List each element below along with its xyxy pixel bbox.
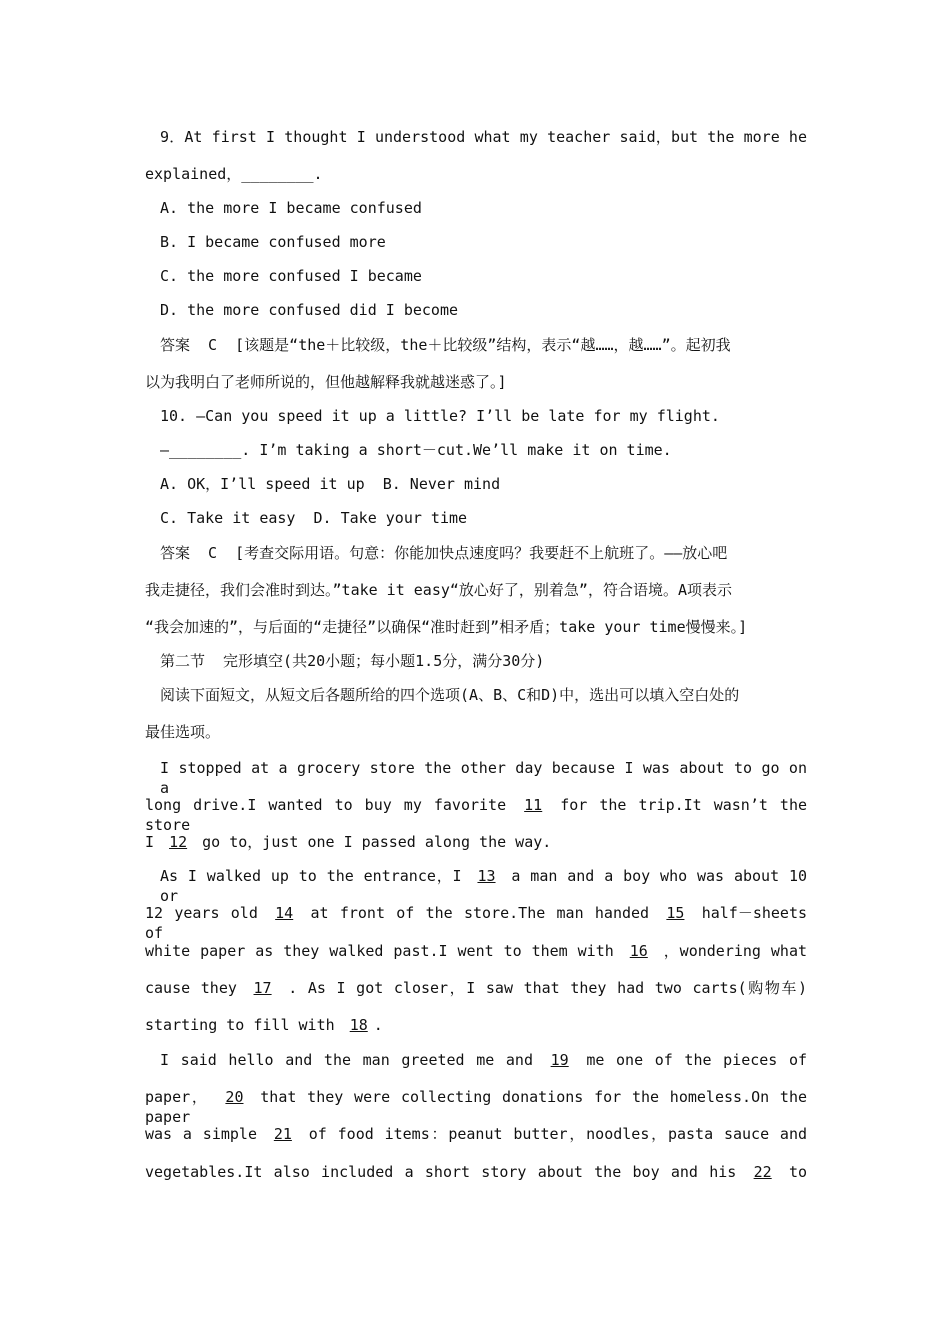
- passage-line: [160, 866, 807, 906]
- blank-14: 14: [275, 904, 294, 922]
- blank-16: 16: [629, 942, 648, 960]
- passage-text: at front of the store.The man handed: [310, 904, 650, 922]
- passage-text: white paper as they walked past.I went to them with: [145, 942, 614, 960]
- passage-text: .: [373, 1016, 383, 1034]
- passage-text: As I walked up to the entrance，I: [160, 867, 462, 885]
- passage-text: starting to fill with: [145, 1016, 335, 1034]
- blank-12: 12: [169, 833, 188, 851]
- passage-line: [145, 1162, 807, 1182]
- passage-line: [145, 1087, 807, 1127]
- q10-stem-line1: 10. —Can you speed it up a little? I’ll be late for my flight.: [160, 407, 720, 425]
- passage-line: [145, 978, 807, 998]
- q9-stem-line2: explained，________.: [145, 165, 323, 183]
- passage-line: [145, 903, 807, 943]
- blank-20: 20: [225, 1088, 244, 1106]
- blank-21: 21: [273, 1125, 292, 1143]
- passage-line: [160, 1050, 807, 1070]
- section-instruction-line2: 最佳选项。: [145, 723, 221, 741]
- q9-option-d: D. the more confused did I become: [160, 301, 459, 319]
- passage-text: ，wondering what: [663, 942, 808, 960]
- passage-text: vegetables.It also included a short story about the boy and his: [145, 1163, 737, 1181]
- passage-text: long drive.I wanted to buy my favorite: [145, 796, 507, 814]
- passage-text: was a simple: [145, 1125, 257, 1143]
- blank-13: 13: [477, 867, 496, 885]
- blank-19: 19: [550, 1051, 569, 1069]
- passage-text: I: [145, 833, 155, 851]
- passage-line: [145, 941, 807, 961]
- blank-17: 17: [253, 979, 272, 997]
- q10-options-line2: C. Take it easy D. Take your time: [160, 509, 468, 527]
- q9-answer-line1: 答案 C [该题是“the＋比较级，the＋比较级”结构，表示“越……，越……”。起初我: [160, 336, 731, 354]
- q10-stem-line2: —________. I’m taking a short－cut.We’ll make it on time.: [160, 441, 672, 459]
- passage-text: go to，just one I passed along the way.: [202, 833, 552, 851]
- passage-line: I stopped at a grocery store the other day because I was about to go on a: [160, 759, 807, 797]
- blank-18: 18: [349, 1016, 368, 1034]
- q9-option-b: B. I became confused more: [160, 233, 386, 251]
- blank-15: 15: [666, 904, 685, 922]
- passage-text: 12 years old: [145, 904, 258, 922]
- blank-22: 22: [753, 1163, 772, 1181]
- blank-11: 11: [524, 796, 543, 814]
- passage-text: I said hello and the man greeted me and: [160, 1051, 533, 1069]
- passage-text: cause they: [145, 979, 237, 997]
- q10-answer-line1: 答案 C [考查交际用语。句意：你能加快点速度吗？我要赶不上航班了。——放心吧: [160, 544, 728, 562]
- passage-line: [145, 1124, 807, 1144]
- section-heading: 第二节 完形填空(共20小题；每小题1.5分，满分30分): [160, 652, 545, 670]
- q9-answer-line2: 以为我明白了老师所说的，但他越解释我就越迷惑了。]: [145, 373, 507, 391]
- passage-text: me one of the pieces of: [586, 1051, 808, 1069]
- passage-text: for the trip.It wasn’t the store: [145, 796, 808, 834]
- passage-text: . As I got closer，I saw that they had two carts(购物车): [288, 979, 808, 997]
- passage-text: a man and a boy who was about 10 or: [160, 867, 808, 905]
- passage-text: of food items：peanut butter，noodles，pasta sauce and: [308, 1125, 808, 1143]
- section-instruction-line1: 阅读下面短文，从短文后各题所给的四个选项(A、B、C和D)中，选出可以填入空白处的: [160, 686, 740, 704]
- passage-text: that they were collecting donations for the homeless.On the paper: [145, 1088, 808, 1126]
- q9-option-a: A. the more I became confused: [160, 199, 422, 217]
- q10-answer-line3: “我会加速的”，与后面的“走捷径”以确保“准时赶到”相矛盾；take your time慢慢来。]: [145, 618, 748, 636]
- passage-line: [145, 795, 807, 835]
- q10-answer-line2: 我走捷径，我们会准时到达。”take it easy“放心好了，别着急”，符合语境。A项表示: [145, 581, 732, 599]
- passage-line: [145, 832, 807, 852]
- passage-text: paper，: [145, 1088, 209, 1106]
- q10-options-line1: A. OK，I’ll speed it up B. Never mind: [160, 475, 501, 493]
- passage-line: [145, 1015, 807, 1035]
- q9-stem-line1: 9．At first I thought I understood what my teacher said，but the more he: [160, 128, 807, 146]
- q9-option-c: C. the more confused I became: [160, 267, 422, 285]
- passage-text: to: [788, 1163, 808, 1181]
- passage-text: half－sheets of: [145, 904, 808, 942]
